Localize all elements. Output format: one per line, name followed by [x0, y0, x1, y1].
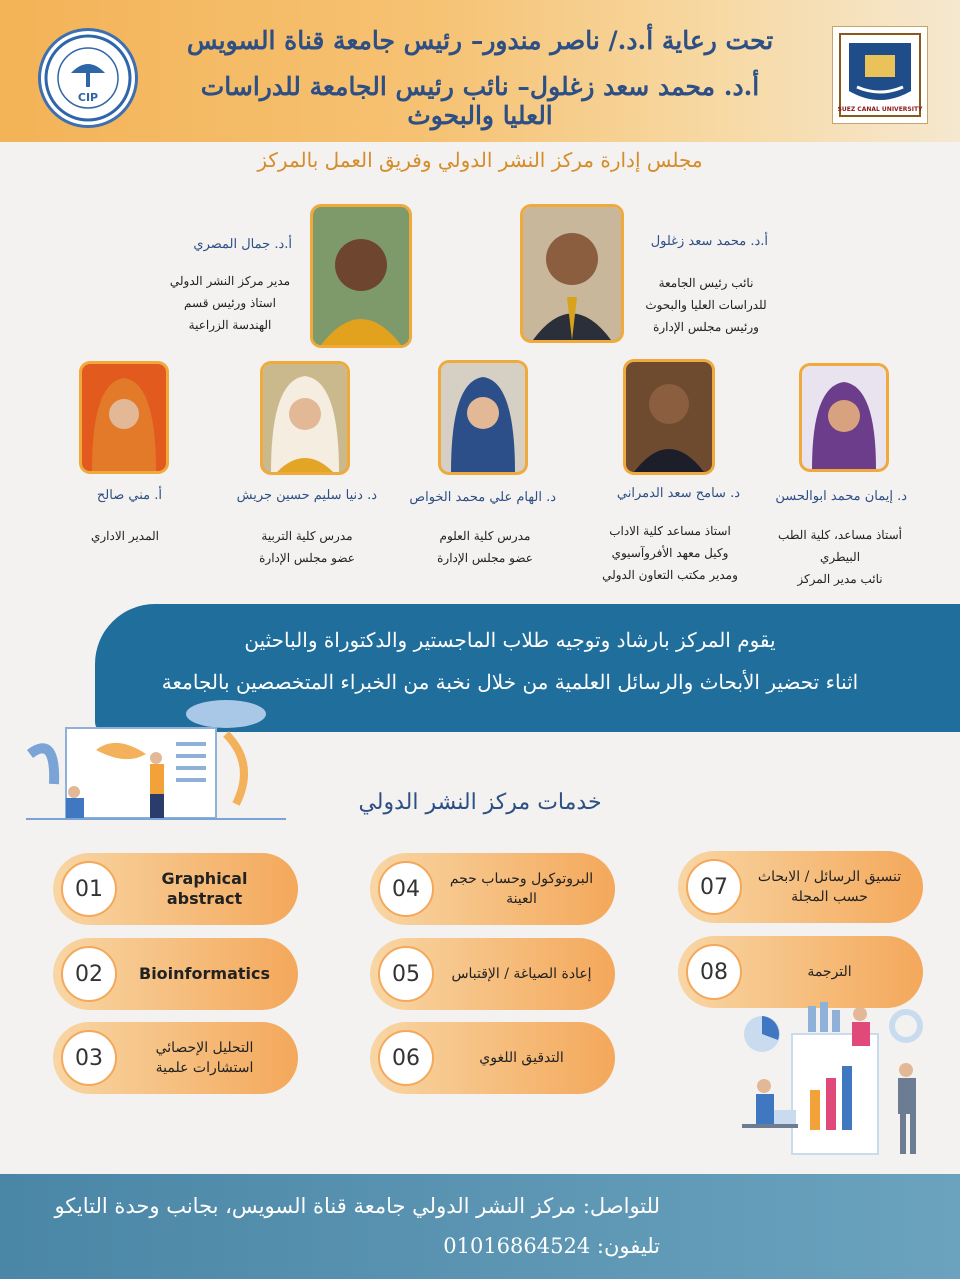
section-subtitle: مجلس إدارة مركز النشر الدولي وفريق العمل بالمركز	[257, 148, 703, 172]
service-label: التدقيق اللغوي	[479, 1050, 564, 1066]
service-item[interactable]	[678, 851, 923, 923]
patronage-line-1: تحت رعاية أ.د./ ناصر مندور– رئيس جامعة قناة السويس	[186, 26, 774, 55]
member-photo	[313, 207, 409, 345]
member-role: استاذ مساعد كلية الاداب وكيل معهد الأفروآسيوي ومدير مكتب التعاون الدولي	[602, 524, 738, 582]
service-item[interactable]	[370, 853, 615, 925]
contact-address: للتواصل: مركز النشر الدولي جامعة قناة السويس، بجانب وحدة التايكو	[54, 1194, 660, 1218]
service-number: 01	[61, 861, 117, 917]
member-photo	[82, 364, 166, 471]
service-item[interactable]	[370, 1022, 615, 1094]
service-number: 07	[686, 859, 742, 915]
service-number: 03	[61, 1030, 117, 1086]
service-item[interactable]	[678, 936, 923, 1008]
service-item[interactable]	[53, 1022, 298, 1094]
member-role: مدير مركز النشر الدولي استاذ ورئيس قسم الهندسة الزراعية	[169, 274, 291, 332]
service-number: 02	[61, 946, 117, 1002]
service-item[interactable]	[370, 938, 615, 1010]
service-label: Bioinformatics	[139, 964, 270, 983]
suez-canal-university-logo	[832, 26, 928, 124]
member-name: د. دنيا سليم حسين جريش	[236, 488, 377, 503]
member-photo	[441, 363, 525, 472]
member-photo	[263, 364, 347, 472]
service-label: إعادة الصياغة / الإقتباس	[451, 966, 592, 982]
svg-text:SUEZ CANAL UNIVERSITY: SUEZ CANAL UNIVERSITY	[837, 106, 923, 113]
member-name: د. إيمان محمد ابوالحسن	[775, 489, 907, 504]
service-number: 08	[686, 944, 742, 1000]
services-title: خدمات مركز النشر الدولي	[358, 790, 602, 815]
member-name: أ.د. محمد سعد زغلول	[650, 234, 768, 249]
contact-phone[interactable]: تليفون: 01016864524	[443, 1234, 660, 1258]
service-label: التحليل الإحصائي استشارات علمية	[155, 1040, 254, 1076]
member-role: مدرس كلية التربية عضو مجلس الإدارة	[259, 529, 355, 565]
member-role: مدرس كلية العلوم عضو مجلس الإدارة	[437, 529, 533, 565]
cip-logo	[38, 28, 138, 128]
service-item[interactable]	[53, 938, 298, 1010]
analytics-illustration	[734, 1000, 950, 1172]
contact-footer	[0, 1174, 960, 1279]
member-name: د. الهام علي محمد الخواص	[409, 490, 556, 505]
member-role: نائب رئيس الجامعة للدراسات العليا والبحوث ورئيس مجلس الإدارة	[645, 276, 767, 334]
banner-line-2: اثناء تحضير الأبحاث والرسائل العلمية من خلال نخبة من الخبراء المتخصصين بالجامعة	[161, 670, 859, 694]
member-name: د. سامح سعد الدمراني	[616, 486, 740, 501]
member-role: أستاذ مساعد، كلية الطب البيطري نائب مدير المركز	[778, 528, 902, 586]
service-label: تنسيق الرسائل / الابحاث حسب المجلة	[757, 869, 902, 905]
service-number: 06	[378, 1030, 434, 1086]
member-photo	[523, 207, 621, 340]
member-name: أ. مني صالح	[96, 488, 162, 503]
member-photo	[626, 362, 712, 472]
svg-text:CIP: CIP	[77, 91, 99, 104]
member-photo	[802, 366, 886, 469]
service-number: 05	[378, 946, 434, 1002]
research-illustration	[26, 694, 286, 824]
member-name: أ.د. جمال المصري	[193, 237, 292, 252]
member-role: المدير الاداري	[90, 529, 160, 543]
service-number: 04	[378, 861, 434, 917]
banner-line-1: يقوم المركز بارشاد وتوجيه طلاب الماجستير والدكتوراة والباحثين	[244, 628, 776, 652]
service-label: Graphical abstract	[161, 869, 248, 908]
service-label: البروتوكول وحساب حجم العينة	[449, 871, 594, 907]
service-label: الترجمة	[807, 964, 852, 980]
service-item[interactable]	[53, 853, 298, 925]
patronage-line-2: أ.د. محمد سعد زغلول– نائب رئيس الجامعة للدراسات العليا والبحوث	[200, 72, 760, 130]
